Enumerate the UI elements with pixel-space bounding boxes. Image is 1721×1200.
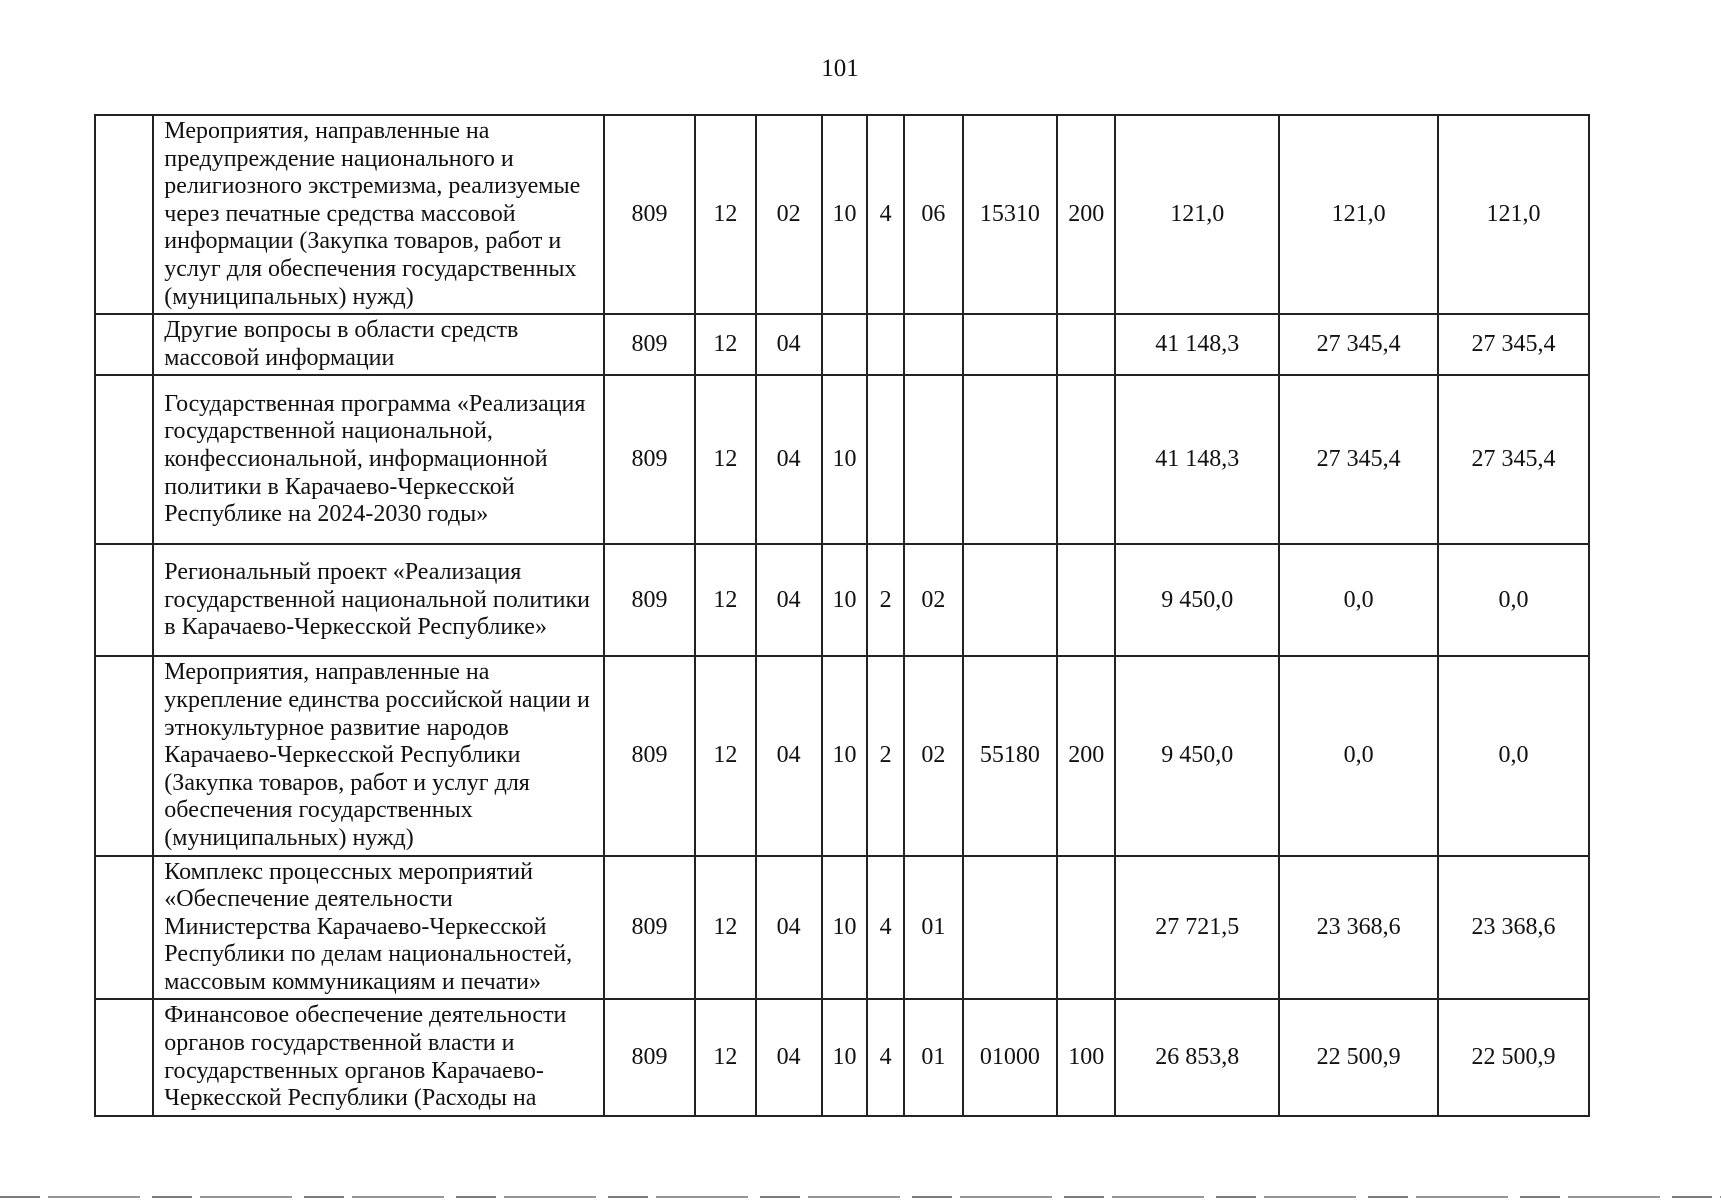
event-code-cell: 01 [904, 999, 962, 1115]
sum-2-cell: 27 345,4 [1279, 314, 1438, 375]
expense-type-cell [1057, 375, 1115, 544]
subprogram-code-cell: 4 [867, 856, 904, 1000]
subsection-code-cell: 04 [756, 656, 822, 855]
program-code-cell: 10 [822, 375, 867, 544]
table-row [95, 115, 1589, 314]
row-number-cell [95, 115, 153, 314]
sum-3-cell: 0,0 [1438, 544, 1589, 656]
ministry-code-cell: 809 [604, 999, 695, 1115]
subsection-code-cell: 02 [756, 115, 822, 314]
sum-3-cell: 121,0 [1438, 115, 1589, 314]
row-number-cell [95, 314, 153, 375]
program-code-cell: 10 [822, 999, 867, 1115]
sum-2-cell: 22 500,9 [1279, 999, 1438, 1115]
sum-2-cell: 0,0 [1279, 544, 1438, 656]
expense-type-cell: 200 [1057, 115, 1115, 314]
event-code-cell: 02 [904, 656, 962, 855]
program-code-cell: 10 [822, 656, 867, 855]
budget-table [94, 114, 1590, 1117]
subprogram-code-cell: 2 [867, 656, 904, 855]
section-code-cell: 12 [695, 656, 755, 855]
description-cell: Комплекс процессных мероприятий «Обеспечение деятельности Министерства Карачаево-Черкесской Республики по делам национальностей, массовым коммуникациям и печати» [153, 856, 603, 1000]
sum-3-cell: 27 345,4 [1438, 314, 1589, 375]
row-number-cell [95, 856, 153, 1000]
section-code-cell: 12 [695, 544, 755, 656]
direction-code-cell: 01000 [963, 999, 1058, 1115]
subsection-code-cell: 04 [756, 856, 822, 1000]
sum-1-cell: 41 148,3 [1115, 314, 1279, 375]
event-code-cell: 01 [904, 856, 962, 1000]
direction-code-cell [963, 544, 1058, 656]
description-cell: Региональный проект «Реализация государственной национальной политики в Карачаево-Черкесской Республике» [153, 544, 603, 656]
direction-code-cell [963, 856, 1058, 1000]
sum-2-cell: 23 368,6 [1279, 856, 1438, 1000]
sum-3-cell: 0,0 [1438, 656, 1589, 855]
subprogram-code-cell: 4 [867, 999, 904, 1115]
subprogram-code-cell [867, 375, 904, 544]
subsection-code-cell: 04 [756, 375, 822, 544]
subprogram-code-cell: 4 [867, 115, 904, 314]
subprogram-code-cell: 2 [867, 544, 904, 656]
subsection-code-cell: 04 [756, 544, 822, 656]
scan-border-line [0, 1196, 1721, 1198]
table-row [95, 856, 1589, 1000]
description-cell: Мероприятия, направленные на укрепление единства российской нации и этнокультурное развитие народов Карачаево-Черкесской Республики (Закупка товаров, работ и услуг для обеспечения государственных (муниципальных) нужд) [153, 656, 603, 855]
ministry-code-cell: 809 [604, 544, 695, 656]
sum-2-cell: 121,0 [1279, 115, 1438, 314]
program-code-cell [822, 314, 867, 375]
row-number-cell [95, 656, 153, 855]
event-code-cell [904, 314, 962, 375]
direction-code-cell: 55180 [963, 656, 1058, 855]
sum-1-cell: 9 450,0 [1115, 544, 1279, 656]
program-code-cell: 10 [822, 115, 867, 314]
sum-2-cell: 27 345,4 [1279, 375, 1438, 544]
event-code-cell: 02 [904, 544, 962, 656]
sum-3-cell: 23 368,6 [1438, 856, 1589, 1000]
page-number: 101 [821, 55, 859, 82]
direction-code-cell: 15310 [963, 115, 1058, 314]
table-row [95, 544, 1589, 656]
expense-type-cell [1057, 856, 1115, 1000]
sum-1-cell: 9 450,0 [1115, 656, 1279, 855]
program-code-cell: 10 [822, 544, 867, 656]
description-cell: Финансовое обеспечение деятельности органов государственной власти и государственных органов Карачаево-Черкесской Республики (Расходы на [153, 999, 603, 1115]
table-row [95, 314, 1589, 375]
table-row [95, 999, 1589, 1115]
row-number-cell [95, 999, 153, 1115]
ministry-code-cell: 809 [604, 375, 695, 544]
direction-code-cell [963, 314, 1058, 375]
program-code-cell: 10 [822, 856, 867, 1000]
table-row [95, 375, 1589, 544]
expense-type-cell: 100 [1057, 999, 1115, 1115]
subsection-code-cell: 04 [756, 314, 822, 375]
description-cell: Мероприятия, направленные на предупреждение национального и религиозного экстремизма, реализуемые через печатные средства массовой информации (Закупка товаров, работ и услуг для обеспечения государственных (муниципальных) нужд) [153, 115, 603, 314]
event-code-cell [904, 375, 962, 544]
ministry-code-cell: 809 [604, 856, 695, 1000]
description-cell: Государственная программа «Реализация государственной национальной, конфессиональной, информационной политики в Карачаево-Черкесской Республике на 2024-2030 годы» [153, 375, 603, 544]
sum-3-cell: 22 500,9 [1438, 999, 1589, 1115]
section-code-cell: 12 [695, 375, 755, 544]
subsection-code-cell: 04 [756, 999, 822, 1115]
ministry-code-cell: 809 [604, 656, 695, 855]
sum-1-cell: 121,0 [1115, 115, 1279, 314]
ministry-code-cell: 809 [604, 115, 695, 314]
section-code-cell: 12 [695, 314, 755, 375]
ministry-code-cell: 809 [604, 314, 695, 375]
event-code-cell: 06 [904, 115, 962, 314]
expense-type-cell [1057, 544, 1115, 656]
description-cell: Другие вопросы в области средств массовой информации [153, 314, 603, 375]
sum-3-cell: 27 345,4 [1438, 375, 1589, 544]
expense-type-cell [1057, 314, 1115, 375]
direction-code-cell [963, 375, 1058, 544]
subprogram-code-cell [867, 314, 904, 375]
row-number-cell [95, 544, 153, 656]
sum-1-cell: 26 853,8 [1115, 999, 1279, 1115]
sum-2-cell: 0,0 [1279, 656, 1438, 855]
expense-type-cell: 200 [1057, 656, 1115, 855]
table-row [95, 656, 1589, 855]
sum-1-cell: 27 721,5 [1115, 856, 1279, 1000]
section-code-cell: 12 [695, 999, 755, 1115]
sum-1-cell: 41 148,3 [1115, 375, 1279, 544]
row-number-cell [95, 375, 153, 544]
section-code-cell: 12 [695, 856, 755, 1000]
section-code-cell: 12 [695, 115, 755, 314]
